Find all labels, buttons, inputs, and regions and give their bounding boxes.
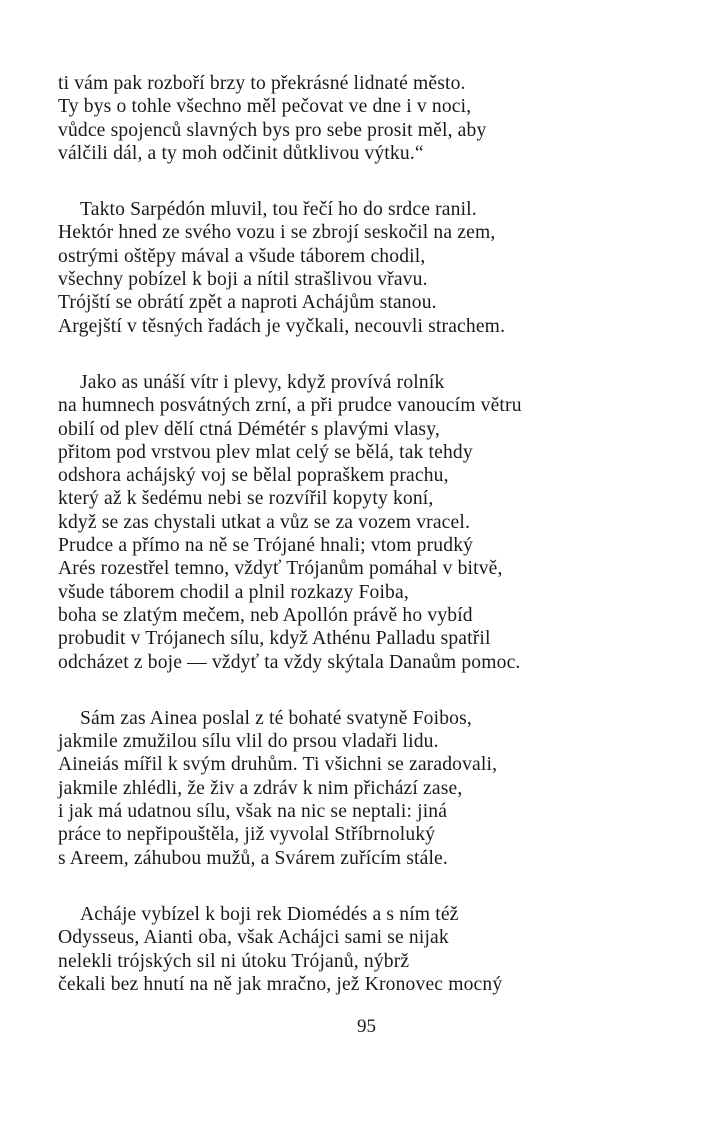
verse-line: Argejští v těsných řadách je vyčkali, necouvli strachem. bbox=[58, 315, 506, 337]
verse-line: Jako as unáší vítr i plevy, když provívá rolník bbox=[80, 371, 445, 393]
verse-line: Acháje vybízel k boji rek Diomédés a s ním též bbox=[80, 903, 459, 925]
verse-line: Ty bys o tohle všechno měl pečovat ve dne i v noci, bbox=[58, 96, 472, 118]
verse-line: válčili dál, a ty moh odčinit důtklivou výtku.“ bbox=[58, 142, 424, 164]
verse-line: i jak má udatnou sílu, však na nic se neptali: jiná bbox=[58, 801, 448, 823]
verse-line: který až k šedému nebi se rozvířil kopyty koní, bbox=[58, 488, 434, 510]
verse-line: nelekli trójských sil ni útoku Trójanů, nýbrž bbox=[58, 950, 410, 972]
verse-line: jakmile zhlédli, že živ a zdráv k nim přichází zase, bbox=[58, 777, 463, 799]
verse-line: práce to nepřipouštěla, již vyvolal Stříbrnoluký bbox=[58, 824, 436, 846]
verse-line: probudit v Trójanech sílu, když Athénu Palladu spatřil bbox=[58, 628, 491, 650]
verse-line: odshora achájský voj se bělal popraškem prachu, bbox=[58, 465, 449, 487]
stanza-3 bbox=[58, 371, 718, 674]
verse-line: Sám zas Ainea poslal z té bohaté svatyně Foibos, bbox=[80, 707, 472, 729]
verse-line: ostrými oštěpy mával a všude táborem chodil, bbox=[58, 245, 426, 267]
verse-line: Odysseus, Aianti oba, však Achájci sami se nijak bbox=[58, 927, 449, 949]
verse-line: Arés rozestřel temno, vždyť Trójanům pomáhal v bitvě, bbox=[58, 558, 503, 580]
verse-line: přitom pod vrstvou plev mlat celý se bělá, tak tehdy bbox=[58, 441, 473, 463]
verse-line: odcházet z boje — vždyť ta vždy skýtala Danaům pomoc. bbox=[58, 651, 521, 673]
stanza-1 bbox=[58, 72, 718, 165]
poem-text bbox=[58, 72, 718, 1029]
verse-line: Prudce a přímo na ně se Trójané hnali; vtom prudký bbox=[58, 535, 474, 557]
verse-line: jakmile zmužilou sílu vlil do prsou vladaři lidu. bbox=[58, 731, 439, 753]
verse-line: Trójští se obrátí zpět a naproti Achájům stanou. bbox=[58, 292, 437, 314]
stanza-2 bbox=[58, 198, 718, 338]
verse-line: všechny pobízel k boji a nítil strašlivou vřavu. bbox=[58, 269, 428, 291]
verse-line: čekali bez hnutí na ně jak mračno, jež Kronovec mocný bbox=[58, 973, 503, 995]
verse-line: Aineiás mířil k svým druhům. Ti všichni se zaradovali, bbox=[58, 754, 498, 776]
verse-line: s Areem, záhubou mužů, a Svárem zuřícím stále. bbox=[58, 847, 448, 869]
verse-line: Hektór hned ze svého vozu i se zbrojí seskočil na zem, bbox=[58, 222, 496, 244]
verse-line: Takto Sarpédón mluvil, tou řečí ho do srdce ranil. bbox=[80, 199, 477, 221]
verse-line: všude táborem chodil a plnil rozkazy Foiba, bbox=[58, 581, 409, 603]
verse-line: vůdce spojenců slavných bys pro sebe prosit měl, aby bbox=[58, 119, 487, 141]
page-number: 95 bbox=[357, 1016, 376, 1037]
stanza-4 bbox=[58, 707, 718, 870]
verse-line: když se zas chystali utkat a vůz se za vozem vracel. bbox=[58, 511, 471, 533]
verse-line: boha se zlatým mečem, neb Apollón právě ho vybíd bbox=[58, 604, 473, 626]
verse-line: na humnech posvátných zrní, a při prudce vanoucím větru bbox=[58, 395, 522, 417]
verse-line: obilí od plev dělí ctná Démétér s plavými vlasy, bbox=[58, 418, 440, 440]
verse-line: ti vám pak rozboří brzy to překrásné lidnaté město. bbox=[58, 73, 466, 94]
stanza-5 bbox=[58, 903, 718, 996]
